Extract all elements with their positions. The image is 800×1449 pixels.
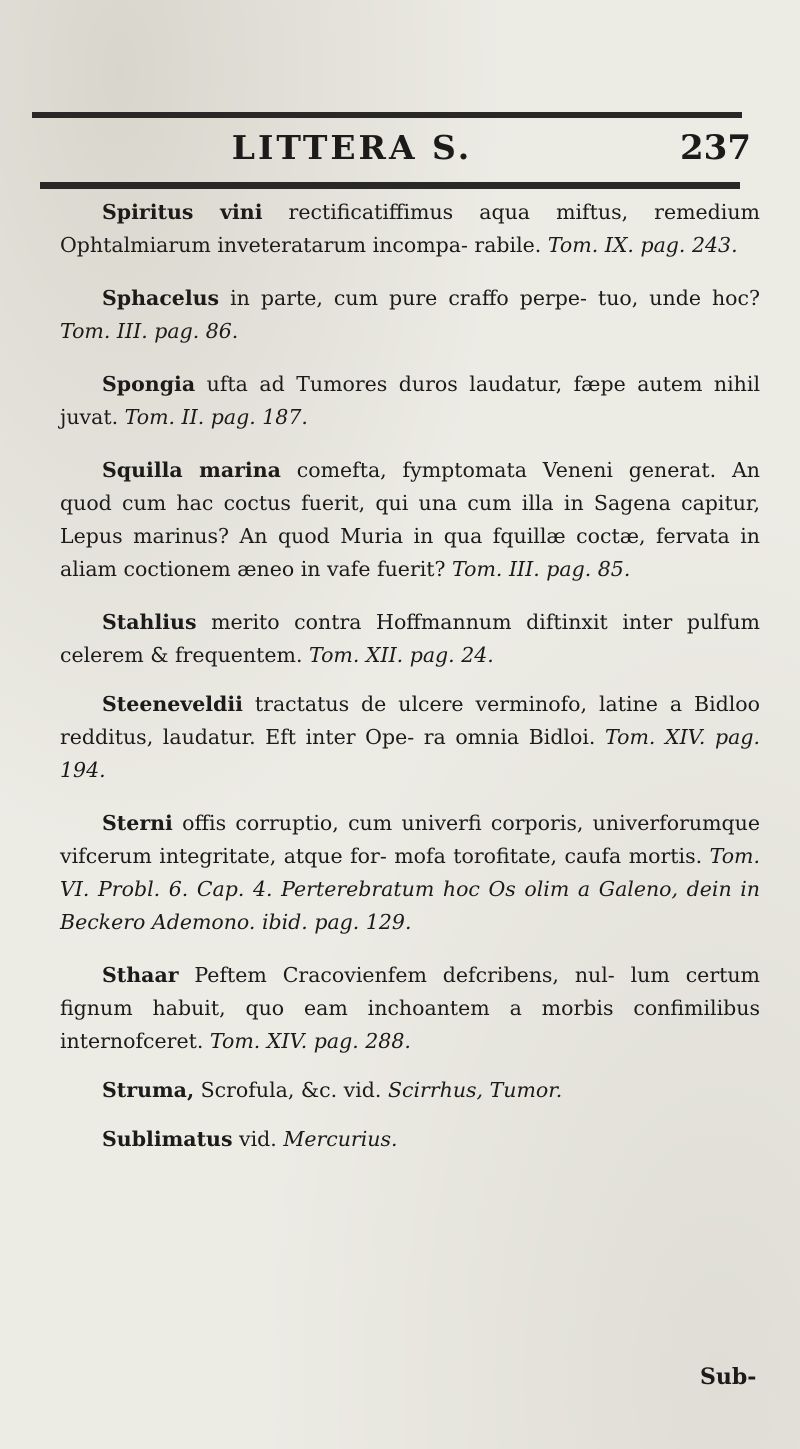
entry-text: in parte, cum pure craffo perpe- tuo, unde hoc? bbox=[219, 286, 760, 310]
entry-text: tractatus de ulcere verminofo, latine a Bidloo redditus, laudatur. Eft inter Ope- ra omnia Bidloi. bbox=[60, 692, 760, 749]
entry-text: offis corruptio, cum univerfi corporis, univerforumque vifcerum integritate, atque for- mofa torofitate, caufa mortis. bbox=[60, 811, 760, 868]
catchword: Sub- bbox=[700, 1364, 757, 1390]
header-bottom-rule bbox=[40, 182, 740, 189]
entry-headword: Spongia bbox=[102, 372, 196, 396]
entry-text: comefta, fymptomata Veneni generat. An quod cum hac coctus fuerit, qui una cum illa in Sagena capitur, Lepus marinus? An quod Muria in qua fquillæ coctæ, fervata in aliam coctionem æneo in vafe fuerit? bbox=[60, 458, 760, 581]
index-entry bbox=[60, 1074, 760, 1107]
entry-reference: Tom. III. pag. 86. bbox=[60, 319, 239, 343]
entry-reference: Tom. VI. Probl. 6. Cap. 4. Perterebratum hoc Os olim a Galeno, dein in Beckero Ademono. ibid. pag. 129. bbox=[60, 844, 760, 934]
entry-reference: Tom. III. pag. 85. bbox=[452, 557, 631, 581]
entry-reference: Tom. XIV. pag. 194. bbox=[60, 725, 760, 782]
index-entry bbox=[60, 1123, 760, 1156]
entry-headword: Sthaar bbox=[102, 963, 179, 987]
entry-headword: Sterni bbox=[102, 811, 173, 835]
entry-reference: Tom. XIV. pag. 288. bbox=[209, 1029, 411, 1053]
index-entry bbox=[60, 807, 760, 939]
entry-headword: Steeneveldii bbox=[102, 692, 243, 716]
entry-headword: Sphacelus bbox=[102, 286, 220, 310]
entry-headword: Spiritus vini bbox=[102, 200, 263, 224]
entry-text: Peftem Cracovienfem defcribens, nul- lum certum fignum habuit, quo eam inchoantem a morbis confimilibus internofceret. bbox=[60, 963, 760, 1053]
entry-text: merito contra Hoffmannum diftinxit inter pulfum celerem & frequentem. bbox=[60, 610, 760, 667]
entry-reference: Tom. IX. pag. 243. bbox=[547, 233, 738, 257]
index-entry bbox=[60, 959, 760, 1058]
index-entry bbox=[60, 606, 760, 672]
entry-headword: Struma, bbox=[102, 1078, 195, 1102]
entry-headword: Stahlius bbox=[102, 610, 197, 634]
entry-text: vid. bbox=[232, 1127, 284, 1151]
index-entry bbox=[60, 196, 760, 262]
entry-reference: Scirrhus, Tumor. bbox=[387, 1078, 563, 1102]
header-top-rule bbox=[32, 112, 742, 118]
entry-text: Scrofula, &c. vid. bbox=[194, 1078, 388, 1102]
entry-reference: Tom. XII. pag. 24. bbox=[308, 643, 494, 667]
entry-text: rectificatiffimus aqua miftus, remedium Ophtalmiarum inveteratarum incompa- rabile. bbox=[60, 200, 760, 257]
index-entries bbox=[60, 196, 760, 1176]
entry-headword: Squilla marina bbox=[102, 458, 281, 482]
page-header bbox=[0, 128, 800, 174]
index-entry bbox=[60, 282, 760, 348]
index-entry bbox=[60, 688, 760, 787]
entry-reference: Mercurius. bbox=[283, 1127, 398, 1151]
page-number: 237 bbox=[680, 128, 751, 168]
running-head: LITTERA S. bbox=[231, 128, 473, 167]
entry-text: ufta ad Tumores duros laudatur, fæpe autem nihil juvat. bbox=[60, 372, 760, 429]
index-entry bbox=[60, 368, 760, 434]
index-entry bbox=[60, 454, 760, 586]
entry-reference: Tom. II. pag. 187. bbox=[124, 405, 308, 429]
entry-headword: Sublimatus bbox=[102, 1127, 233, 1151]
